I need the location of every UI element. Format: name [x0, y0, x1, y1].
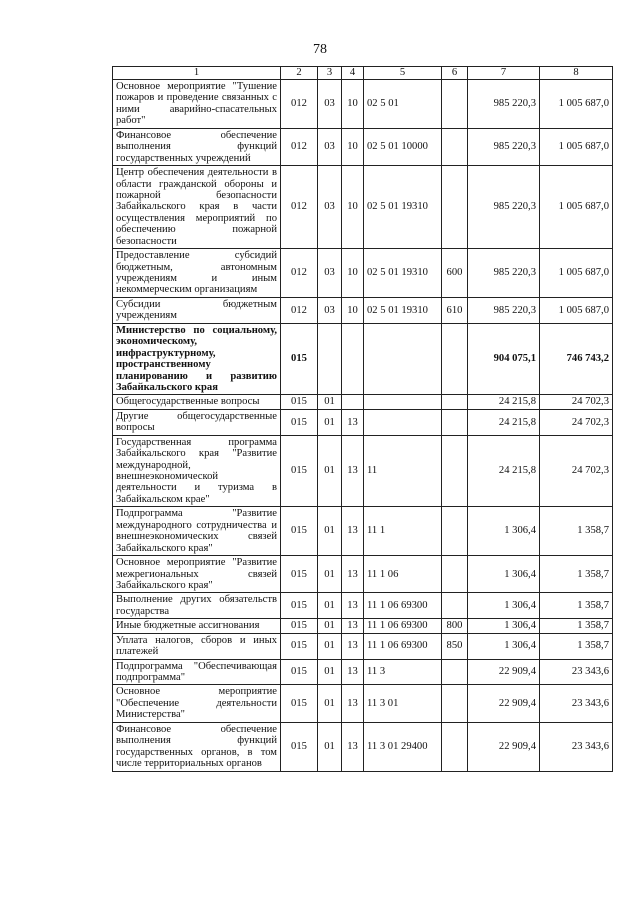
row-name-cell: Центр обеспечения деятельности в области гражданской обороны и пожарной безопасности Забайкальского края в части осуществления мероприятий по обеспечению пожарной безопасности	[113, 166, 281, 249]
row-name-cell: Финансовое обеспечение выполнения функций государственных учреждений	[113, 128, 281, 165]
column-header: 5	[364, 67, 442, 80]
ministry-code-cell: 015	[281, 395, 318, 409]
section-code-cell: 01	[318, 633, 342, 659]
subsection-code-cell: 10	[342, 297, 364, 323]
section-code-cell: 01	[318, 409, 342, 435]
table-row	[113, 659, 613, 685]
table-row	[113, 435, 613, 507]
ministry-code-cell: 015	[281, 659, 318, 685]
amount-year2-cell: 23 343,6	[540, 722, 613, 771]
amount-year1-cell: 22 909,4	[468, 722, 540, 771]
ministry-code-cell: 015	[281, 722, 318, 771]
ministry-code-cell: 012	[281, 128, 318, 165]
amount-year1-cell: 985 220,3	[468, 166, 540, 249]
subsection-code-cell: 10	[342, 249, 364, 298]
ministry-code-cell: 012	[281, 166, 318, 249]
column-header: 6	[442, 67, 468, 80]
table-row	[113, 297, 613, 323]
subsection-code-cell	[342, 395, 364, 409]
table-row	[113, 249, 613, 298]
row-name-cell: Основное мероприятие "Развитие межрегиональных связей Забайкальского края"	[113, 556, 281, 593]
section-code-cell: 01	[318, 507, 342, 556]
subsection-code-cell: 10	[342, 80, 364, 129]
target-article-cell	[364, 323, 442, 395]
table-row	[113, 395, 613, 409]
table-row	[113, 128, 613, 165]
budget-table	[112, 66, 613, 772]
subsection-code-cell: 10	[342, 128, 364, 165]
target-article-cell: 11 1 06 69300	[364, 619, 442, 633]
expense-type-cell	[442, 409, 468, 435]
target-article-cell: 11 3 01 29400	[364, 722, 442, 771]
subsection-code-cell: 13	[342, 722, 364, 771]
expense-type-cell	[442, 80, 468, 129]
subsection-code-cell: 13	[342, 633, 364, 659]
amount-year2-cell: 24 702,3	[540, 395, 613, 409]
row-name-cell: Финансовое обеспечение выполнения функций государственных органов, в том числе территориальных органов	[113, 722, 281, 771]
target-article-cell: 02 5 01	[364, 80, 442, 129]
amount-year2-cell: 1 005 687,0	[540, 80, 613, 129]
expense-type-cell	[442, 685, 468, 722]
subsection-code-cell	[342, 323, 364, 395]
section-code-cell: 01	[318, 722, 342, 771]
row-name-cell: Подпрограмма "Обеспечивающая подпрограмма"	[113, 659, 281, 685]
amount-year1-cell: 1 306,4	[468, 633, 540, 659]
subsection-code-cell: 13	[342, 593, 364, 619]
target-article-cell: 11	[364, 435, 442, 507]
expense-type-cell	[442, 593, 468, 619]
row-name-cell: Основное мероприятие "Обеспечение деятельности Министерства"	[113, 685, 281, 722]
ministry-code-cell: 015	[281, 593, 318, 619]
expense-type-cell: 850	[442, 633, 468, 659]
target-article-cell: 11 1 06 69300	[364, 633, 442, 659]
subsection-code-cell: 13	[342, 409, 364, 435]
section-code-cell: 03	[318, 297, 342, 323]
section-code-cell: 01	[318, 435, 342, 507]
expense-type-cell	[442, 659, 468, 685]
table-row	[113, 556, 613, 593]
amount-year2-cell: 1 358,7	[540, 633, 613, 659]
subsection-code-cell: 10	[342, 166, 364, 249]
section-code-cell: 01	[318, 593, 342, 619]
table-row	[113, 593, 613, 619]
ministry-code-cell: 012	[281, 80, 318, 129]
amount-year2-cell: 1 358,7	[540, 507, 613, 556]
table-row	[113, 507, 613, 556]
section-code-cell: 03	[318, 128, 342, 165]
amount-year2-cell: 1 358,7	[540, 619, 613, 633]
amount-year2-cell: 1 358,7	[540, 556, 613, 593]
expense-type-cell	[442, 323, 468, 395]
expense-type-cell	[442, 166, 468, 249]
row-name-cell: Уплата налогов, сборов и иных платежей	[113, 633, 281, 659]
ministry-code-cell: 012	[281, 249, 318, 298]
subsection-code-cell: 13	[342, 685, 364, 722]
target-article-cell: 11 3	[364, 659, 442, 685]
row-name-cell: Подпрограмма "Развитие международного сотрудничества и внешнеэкономических связей Забайкальского края"	[113, 507, 281, 556]
amount-year1-cell: 985 220,3	[468, 297, 540, 323]
section-code-cell: 01	[318, 395, 342, 409]
amount-year2-cell: 1 005 687,0	[540, 297, 613, 323]
row-name-cell: Выполнение других обязательств государства	[113, 593, 281, 619]
target-article-cell: 02 5 01 10000	[364, 128, 442, 165]
row-name-cell: Другие общегосударственные вопросы	[113, 409, 281, 435]
table-row	[113, 166, 613, 249]
column-header: 3	[318, 67, 342, 80]
page-number: 78	[313, 42, 327, 57]
table-row	[113, 722, 613, 771]
amount-year1-cell: 985 220,3	[468, 249, 540, 298]
amount-year1-cell: 1 306,4	[468, 593, 540, 619]
section-code-cell: 01	[318, 619, 342, 633]
amount-year1-cell: 985 220,3	[468, 80, 540, 129]
expense-type-cell	[442, 435, 468, 507]
table-row	[113, 323, 613, 395]
target-article-cell: 11 1 06 69300	[364, 593, 442, 619]
section-code-cell	[318, 323, 342, 395]
subsection-code-cell: 13	[342, 507, 364, 556]
column-header: 2	[281, 67, 318, 80]
target-article-cell: 02 5 01 19310	[364, 249, 442, 298]
target-article-cell	[364, 409, 442, 435]
amount-year1-cell: 904 075,1	[468, 323, 540, 395]
table-row	[113, 80, 613, 129]
amount-year2-cell: 23 343,6	[540, 659, 613, 685]
expense-type-cell	[442, 722, 468, 771]
amount-year1-cell: 22 909,4	[468, 659, 540, 685]
ministry-code-cell: 015	[281, 685, 318, 722]
amount-year1-cell: 24 215,8	[468, 435, 540, 507]
subsection-code-cell: 13	[342, 435, 364, 507]
subsection-code-cell: 13	[342, 556, 364, 593]
section-code-cell: 01	[318, 659, 342, 685]
amount-year2-cell: 1 005 687,0	[540, 128, 613, 165]
table-row	[113, 633, 613, 659]
expense-type-cell	[442, 507, 468, 556]
target-article-cell: 02 5 01 19310	[364, 297, 442, 323]
row-name-cell: Государственная программа Забайкальского края "Развитие международной, внешнеэкономической деятельности и туризма в Забайкальском крае"	[113, 435, 281, 507]
column-header: 4	[342, 67, 364, 80]
table-row	[113, 409, 613, 435]
section-code-cell: 03	[318, 166, 342, 249]
amount-year1-cell: 24 215,8	[468, 409, 540, 435]
column-header: 1	[113, 67, 281, 80]
ministry-code-cell: 015	[281, 323, 318, 395]
amount-year2-cell: 23 343,6	[540, 685, 613, 722]
amount-year2-cell: 24 702,3	[540, 435, 613, 507]
row-name-cell: Основное мероприятие "Тушение пожаров и проведение связанных с ними аварийно-спасательных работ"	[113, 80, 281, 129]
target-article-cell: 11 1 06	[364, 556, 442, 593]
amount-year2-cell: 746 743,2	[540, 323, 613, 395]
subsection-code-cell: 13	[342, 619, 364, 633]
table-row	[113, 619, 613, 633]
expense-type-cell	[442, 395, 468, 409]
amount-year2-cell: 1 005 687,0	[540, 166, 613, 249]
expense-type-cell: 800	[442, 619, 468, 633]
table-row	[113, 685, 613, 722]
expense-type-cell	[442, 128, 468, 165]
section-code-cell: 03	[318, 249, 342, 298]
ministry-code-cell: 015	[281, 435, 318, 507]
target-article-cell	[364, 395, 442, 409]
expense-type-cell: 600	[442, 249, 468, 298]
section-code-cell: 03	[318, 80, 342, 129]
row-name-cell: Иные бюджетные ассигнования	[113, 619, 281, 633]
header-row	[113, 67, 613, 80]
expense-type-cell	[442, 556, 468, 593]
ministry-code-cell: 015	[281, 507, 318, 556]
ministry-code-cell: 015	[281, 633, 318, 659]
row-name-cell: Общегосударственные вопросы	[113, 395, 281, 409]
row-name-cell: Предоставление субсидий бюджетным, автономным учреждениям и иным некоммерческим организациям	[113, 249, 281, 298]
row-name-cell: Субсидии бюджетным учреждениям	[113, 297, 281, 323]
amount-year1-cell: 22 909,4	[468, 685, 540, 722]
subsection-code-cell: 13	[342, 659, 364, 685]
ministry-code-cell: 015	[281, 619, 318, 633]
expense-type-cell: 610	[442, 297, 468, 323]
row-name-cell: Министерство по социальному, экономическому, инфраструктурному, пространственному планированию и развитию Забайкальского края	[113, 323, 281, 395]
amount-year1-cell: 24 215,8	[468, 395, 540, 409]
amount-year2-cell: 1 005 687,0	[540, 249, 613, 298]
ministry-code-cell: 015	[281, 409, 318, 435]
target-article-cell: 11 3 01	[364, 685, 442, 722]
section-code-cell: 01	[318, 685, 342, 722]
amount-year2-cell: 1 358,7	[540, 593, 613, 619]
amount-year2-cell: 24 702,3	[540, 409, 613, 435]
column-header: 8	[540, 67, 613, 80]
amount-year1-cell: 1 306,4	[468, 619, 540, 633]
target-article-cell: 11 1	[364, 507, 442, 556]
amount-year1-cell: 1 306,4	[468, 507, 540, 556]
ministry-code-cell: 012	[281, 297, 318, 323]
target-article-cell: 02 5 01 19310	[364, 166, 442, 249]
ministry-code-cell: 015	[281, 556, 318, 593]
section-code-cell: 01	[318, 556, 342, 593]
amount-year1-cell: 985 220,3	[468, 128, 540, 165]
column-header: 7	[468, 67, 540, 80]
amount-year1-cell: 1 306,4	[468, 556, 540, 593]
